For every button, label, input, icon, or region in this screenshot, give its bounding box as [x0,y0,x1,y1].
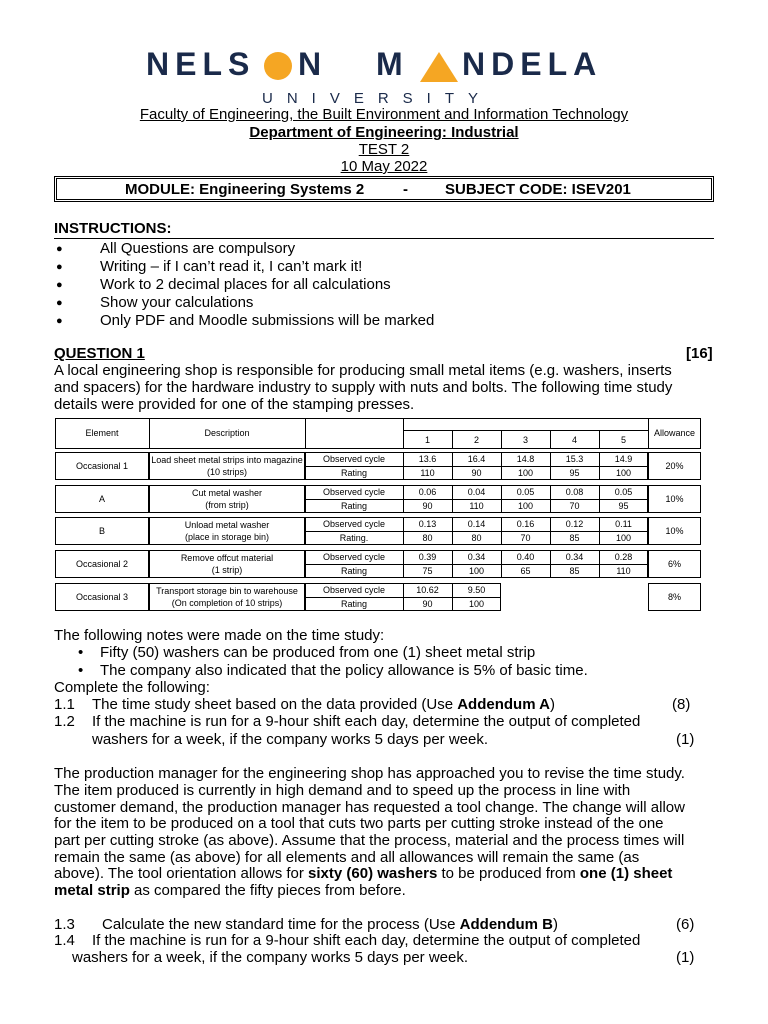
para-line-final [54,882,406,899]
observed-value: 0.28 [614,552,633,562]
observed-value: 0.14 [467,519,486,529]
rating-value: 100 [615,468,632,478]
observed-value: 0.04 [467,487,486,497]
question-intro-line: A local engineering shop is responsible for producing small metal items (e.g. washers, inserts [54,362,672,379]
university-logo [0,46,768,110]
mountain-icon [420,52,458,82]
description-line: Unload metal washer [184,520,270,530]
instruction-item: All Questions are compulsory [100,240,296,257]
rating-label: Rating [340,501,367,511]
rating-value: 85 [569,533,580,543]
observed-value: 0.39 [418,552,437,562]
question-intro-line: and spacers) for the hardware industry to supply with nuts and bolts. The following time study [54,379,673,396]
observed-value: 0.05 [516,487,535,497]
allowance-value: 8% [667,592,681,602]
rating-label: Rating [340,599,367,609]
header-cycle-1: 1 [424,435,430,445]
para-line: The production manager for the engineering shop has approached you to revise the time study. [54,765,685,782]
para-line: for the item to be produced on a tool that cuts two parts per cutting stroke instead of the one [54,815,664,832]
para-line: customer demand, the production manager has requested a tool change. The change will allow [54,799,685,816]
observed-value: 0.12 [565,519,584,529]
observed-value: 13.6 [418,454,437,464]
allowance-value: 10% [665,494,684,504]
q12-marks: (1) [676,731,695,748]
observed-value: 15.3 [565,454,584,464]
rating-value: 90 [422,599,433,609]
rating-value: 95 [569,468,580,478]
q13-text-a: Calculate the new standard time for the process (Use [102,916,460,933]
description-line: Transport storage bin to warehouse [156,586,298,596]
bullet-icon: ● [56,243,63,255]
q11-text-b: ) [550,696,555,713]
allowance-value: 10% [665,526,684,536]
observed-value: 0.40 [516,552,535,562]
header-allowance: Allowance [653,428,696,438]
description-line: Cut metal washer [191,488,263,498]
question-marks: [16] [686,345,713,362]
observed-label: Observed cycle [322,454,386,464]
logo-university: UNIVERSITY [262,90,493,107]
bullet-icon: ● [56,279,63,291]
instruction-item: Only PDF and Moodle submissions will be marked [100,312,435,329]
observed-value: 0.05 [614,487,633,497]
q13-text [102,916,558,933]
header-cycle-2: 2 [473,435,479,445]
rating-value: 80 [422,533,433,543]
q12-line: If the machine is run for a 9-hour shift each day, determine the output of completed [92,713,641,730]
description-line: Remove offcut material [180,553,274,563]
q11-text [92,696,555,713]
time-study-table [55,418,701,613]
description-line: (On completion of 10 strips) [171,598,283,608]
bullet-icon: • [78,662,84,679]
observed-value: 14.8 [516,454,535,464]
instruction-item: Show your calculations [100,294,254,311]
logo-word-n: N [298,46,328,82]
para-bold: sixty (60) washers [308,865,438,882]
description-line: (1 strip) [211,565,243,575]
observed-value: 0.34 [467,552,486,562]
header-cycle-5: 5 [620,435,626,445]
para-line: remain the same (as above) for all elements and all allowances will remain the same (as [54,849,640,866]
module-dash: - [403,181,408,198]
subject-code: SUBJECT CODE: ISEV201 [445,181,631,198]
notes-title: The following notes were made on the time study: [54,627,385,644]
element-name: A [98,494,105,504]
rating-value: 80 [471,533,482,543]
test-date: 10 May 2022 [340,158,428,175]
rating-value: 75 [422,566,433,576]
q13-addendum: Addendum B [459,916,553,933]
bullet-icon: ● [56,315,63,327]
description-line: Load sheet metal strips into magazine [151,455,303,465]
q11-addendum: Addendum A [457,696,550,713]
q11-text-a: The time study sheet based on the data provided (Use [92,696,458,713]
description-line: (from strip) [205,500,249,510]
test-title: TEST 2 [358,141,410,158]
q14-number: 1.4 [54,932,75,949]
q12-line: washers for a week, if the company works 5 days per week. [92,731,489,748]
description-line: (10 strips) [206,467,247,477]
element-name: Occasional 3 [75,592,129,602]
observed-label: Observed cycle [322,585,386,595]
rating-value: 110 [469,501,484,511]
q14-marks: (1) [676,949,695,966]
para-line-last [54,865,672,882]
note-item: The company also indicated that the policy allowance is 5% of basic time. [100,662,588,679]
rating-value: 110 [616,566,631,576]
rating-value: 110 [420,468,435,478]
q14-line: If the machine is run for a 9-hour shift each day, determine the output of completed [92,932,641,949]
observed-value: 14.9 [614,454,633,464]
element-name: B [98,526,105,536]
observed-value: 16.4 [467,454,486,464]
instruction-item: Work to 2 decimal places for all calculations [100,276,391,293]
q13-marks: (6) [676,916,695,933]
rating-value: 100 [517,501,534,511]
rating-label: Rating [340,566,367,576]
rating-value: 100 [615,533,632,543]
header-element: Element [85,428,119,438]
q11-marks: (8) [672,696,691,713]
department-title: Department of Engineering: Industrial [249,124,519,141]
observed-value: 9.50 [467,585,486,595]
observed-value: 0.13 [418,519,437,529]
para-text: as compared the fifty pieces from before. [129,882,406,899]
faculty-title: Faculty of Engineering, the Built Environment and Information Technology [139,106,629,123]
header-cycle-4: 4 [571,435,577,445]
instructions-rule [54,238,714,239]
para-text: above). The tool orientation allows for [54,865,309,882]
element-name: Occasional 1 [75,461,129,471]
rating-label: Rating. [339,533,369,543]
q11-number: 1.1 [54,696,75,713]
q14-line: washers for a week, if the company works 5 days per week. [72,949,469,966]
para-bold: one (1) sheet [579,865,673,882]
para-bold: metal strip [54,882,130,899]
rating-label: Rating [340,468,367,478]
module-box [54,176,714,202]
q13-number: 1.3 [54,916,75,933]
observed-value: 0.06 [418,487,437,497]
rating-value: 90 [422,501,433,511]
logo-word-ndela: NDELA [462,46,603,82]
description-line: (place in storage bin) [184,532,270,542]
observed-value: 0.08 [565,487,584,497]
logo-word-nels: NELS [146,46,256,82]
q13-text-b: ) [553,916,558,933]
observed-value: 0.16 [516,519,535,529]
rating-value: 65 [520,566,531,576]
observed-label: Observed cycle [322,552,386,562]
bullet-icon: • [78,644,84,661]
rating-value: 90 [471,468,482,478]
rating-value: 85 [569,566,580,576]
para-text: to be produced from [437,865,580,882]
q12-number: 1.2 [54,713,75,730]
observed-value: 0.34 [565,552,584,562]
question-intro-line: details were provided for one of the stamping presses. [54,396,415,413]
observed-label: Observed cycle [322,487,386,497]
observed-value: 10.62 [416,585,439,595]
bullet-icon: ● [56,261,63,273]
rating-value: 70 [569,501,580,511]
observed-label: Observed cycle [322,519,386,529]
rating-value: 100 [468,566,485,576]
rating-value: 95 [618,501,629,511]
element-name: Occasional 2 [75,559,129,569]
rating-value: 70 [520,533,531,543]
allowance-value: 6% [667,559,681,569]
module-label: MODULE: Engineering Systems 2 [125,181,365,198]
instruction-item: Writing – if I can’t read it, I can’t mark it! [100,258,363,275]
allowance-value: 20% [665,461,684,471]
sun-icon [262,50,294,82]
header-cycle-3: 3 [522,435,528,445]
observed-value: 0.11 [615,519,632,529]
question-title: QUESTION 1 [54,345,145,362]
para-line: part per cutting stroke (as above). Assume that the process, material and the process times will [54,832,685,849]
para-line: The item produced is currently in high demand and to speed up the process in line with [54,782,631,799]
logo-word-m: M [376,46,409,82]
note-item: Fifty (50) washers can be produced from one (1) sheet metal strip [100,644,536,661]
complete-label: Complete the following: [54,679,210,696]
header-description: Description [204,428,250,438]
rating-value: 100 [468,599,485,609]
bullet-icon: ● [56,297,63,309]
rating-value: 100 [517,468,534,478]
instructions-title: INSTRUCTIONS: [54,220,172,237]
